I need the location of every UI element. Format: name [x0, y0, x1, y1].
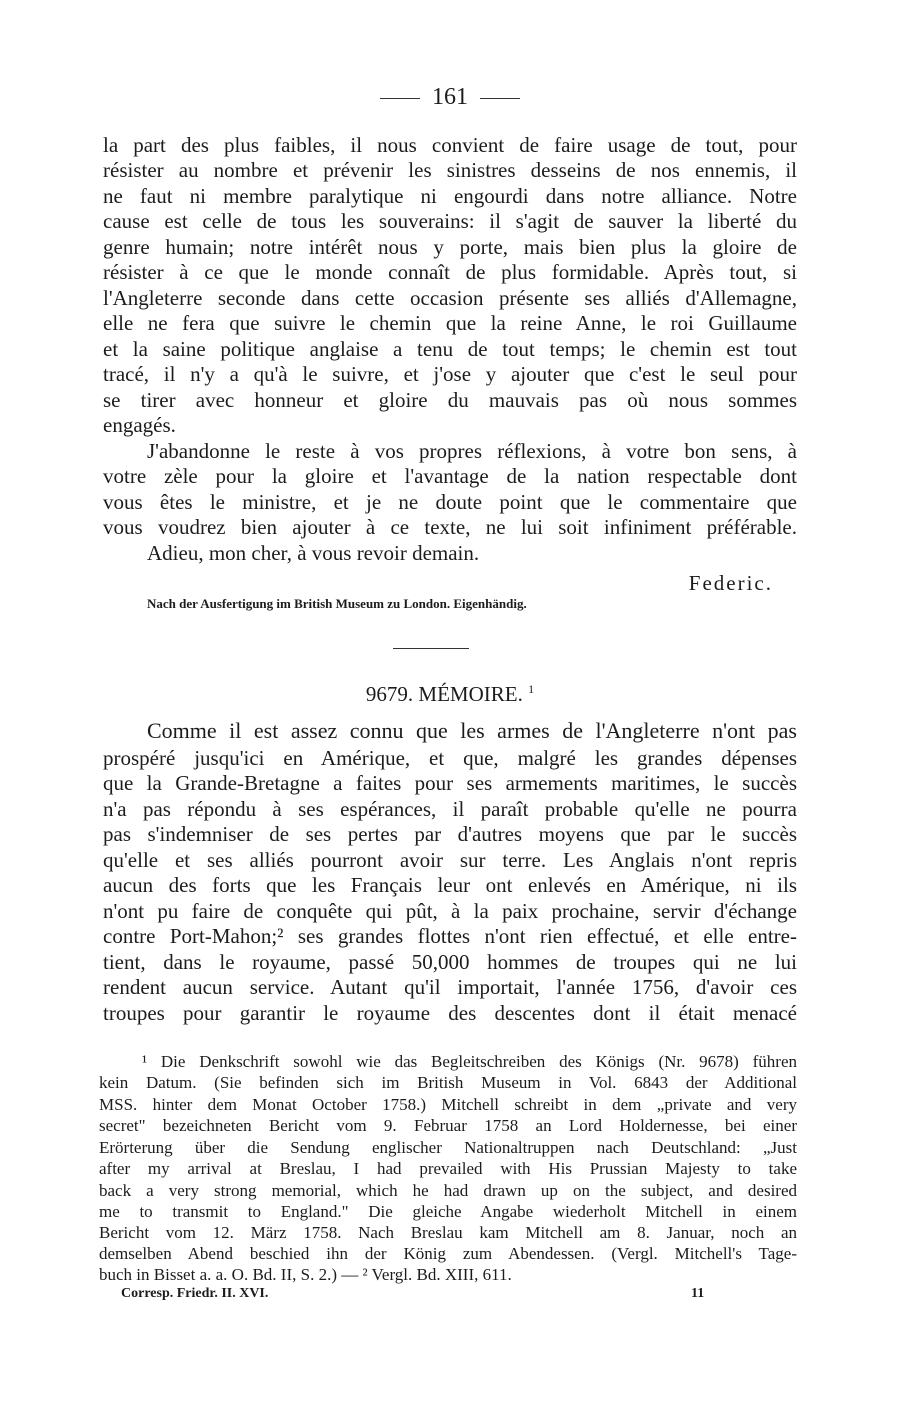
- letter-line: la part des plus faibles, il nous convient de faire usage de tout, pour: [103, 133, 797, 157]
- memoire-line: prospéré jusqu'ici en Amérique, et que, malgré les grandes dépenses: [103, 746, 797, 770]
- letter-line: résister au nombre et prévenir les sinistres desseins de nos ennemis, il: [103, 158, 797, 182]
- memoire-line: pas s'indemniser de ses pertes par d'autres moyens que par le succès: [103, 822, 797, 846]
- header-rule-left: [380, 98, 420, 99]
- letter-line: cause est celle de tous les souverains: il s'agit de sauver la liberté du: [103, 209, 797, 233]
- memoire-line: que la Grande-Bretagne a faites pour ses armements maritimes, le succès: [103, 771, 797, 795]
- letter-line: engagés.: [103, 413, 176, 437]
- letter-line: et la saine politique anglaise a tenu de tout temps; le chemin est tout: [103, 337, 797, 361]
- section-title-text: 9679. MÉMOIRE.: [365, 682, 523, 706]
- footnote-line: demselben Abend beschied ihn der König zum Abendessen. (Vergl. Mitchell's Tage-: [99, 1244, 797, 1263]
- letter-line: Adieu, mon cher, à vous revoir demain.: [147, 541, 480, 565]
- footer-signature-mark: 11: [691, 1286, 705, 1301]
- memoire-line: rendent aucun service. Autant qu'il importait, l'année 1756, d'avoir ces: [103, 975, 797, 999]
- page-number: 161: [432, 84, 468, 110]
- signature: Federic.: [688, 571, 773, 595]
- source-note: Nach der Ausfertigung im British Museum zu London. Eigenhändig.: [147, 596, 527, 611]
- letter-line: vous voudrez bien ajouter à ce texte, ne lui soit infiniment préférable.: [103, 515, 797, 539]
- page-header: [0, 84, 900, 111]
- memoire-line: contre Port-Mahon;² ses grandes flottes n'ont rien effectué, et elle entre-: [103, 924, 797, 948]
- footnote-line: after my arrival at Breslau, I had prevailed with His Prussian Majesty to take: [99, 1159, 797, 1178]
- footnote-line: me to transmit to England." Die gleiche Angabe wiederholt Mitchell in einem: [99, 1202, 797, 1221]
- footer-citation: Corresp. Friedr. II. XVI.: [121, 1286, 269, 1301]
- footnote-line: secret" bezeichneten Bericht vom 9. Februar 1758 an Lord Holdernesse, bei einer: [99, 1116, 797, 1135]
- memoire-line: Comme il est assez connu que les armes de l'Angleterre n'ont pas: [147, 718, 797, 743]
- footnote-line: buch in Bisset a. a. O. Bd. II, S. 2.) — ² Vergl. Bd. XIII, 611.: [99, 1265, 512, 1284]
- letter-line: tracé, il n'y a qu'à le suivre, et j'ose y ajouter que c'est le seul pour: [103, 362, 797, 386]
- footnote-line: kein Datum. (Sie befinden sich im British Museum in Vol. 6843 der Additional: [99, 1073, 797, 1092]
- footnote-line: Bericht vom 12. März 1758. Nach Breslau kam Mitchell am 8. Januar, noch an: [99, 1223, 797, 1242]
- letter-line: J'abandonne le reste à vos propres réflexions, à votre bon sens, à: [147, 439, 797, 463]
- memoire-line: troupes pour garantir le royaume des descentes dont il était menacé: [103, 1001, 797, 1025]
- memoire-line: aucun des forts que les Français leur ont enlevés en Amérique, ni ils: [103, 873, 797, 897]
- section-title: [0, 682, 900, 707]
- header-rule-right: [480, 98, 520, 99]
- footnote-line: Erörterung über die Sendung englischer Nationaltruppen nach Deutschland: „Just: [99, 1138, 797, 1157]
- memoire-line: qu'elle et ses alliés pourront avoir sur terre. Les Anglais n'ont repris: [103, 848, 797, 872]
- letter-line: résister à ce que le monde connaît de plus formidable. Après tout, si: [103, 260, 797, 284]
- memoire-line: n'a pas répondu à ses espérances, il paraît probable qu'elle ne pourra: [103, 797, 797, 821]
- section-divider: [393, 648, 469, 649]
- memoire-line: tient, dans le royaume, passé 50,000 hommes de troupes qui ne lui: [103, 950, 797, 974]
- letter-line: elle ne fera que suivre le chemin que la reine Anne, le roi Guillaume: [103, 311, 797, 335]
- letter-line: vous êtes le ministre, et je ne doute point que le commentaire que: [103, 490, 797, 514]
- letter-line: se tirer avec honneur et gloire du mauvais pas où nous sommes: [103, 388, 797, 412]
- letter-line: genre humain; notre intérêt nous y porte, mais bien plus la gloire de: [103, 235, 797, 259]
- footnote-marker: 1: [528, 682, 535, 696]
- letter-line: votre zèle pour la gloire et l'avantage de la nation respectable dont: [103, 464, 797, 488]
- footnote-line: MSS. hinter dem Monat October 1758.) Mitchell schreibt in dem „private and very: [99, 1095, 797, 1114]
- letter-line: l'Angleterre seconde dans cette occasion présente ses alliés d'Allemagne,: [103, 286, 797, 310]
- footnote-line: back a very strong memorial, which he had drawn up on the subject, and desired: [99, 1181, 797, 1200]
- letter-line: ne faut ni membre paralytique ni engourdi dans notre alliance. Notre: [103, 184, 797, 208]
- memoire-line: n'ont pu faire de conquête qui pût, à la paix prochaine, servir d'échange: [103, 899, 797, 923]
- footnote-line: ¹ Die Denkschrift sowohl wie das Begleitschreiben des Königs (Nr. 9678) führen: [142, 1052, 797, 1071]
